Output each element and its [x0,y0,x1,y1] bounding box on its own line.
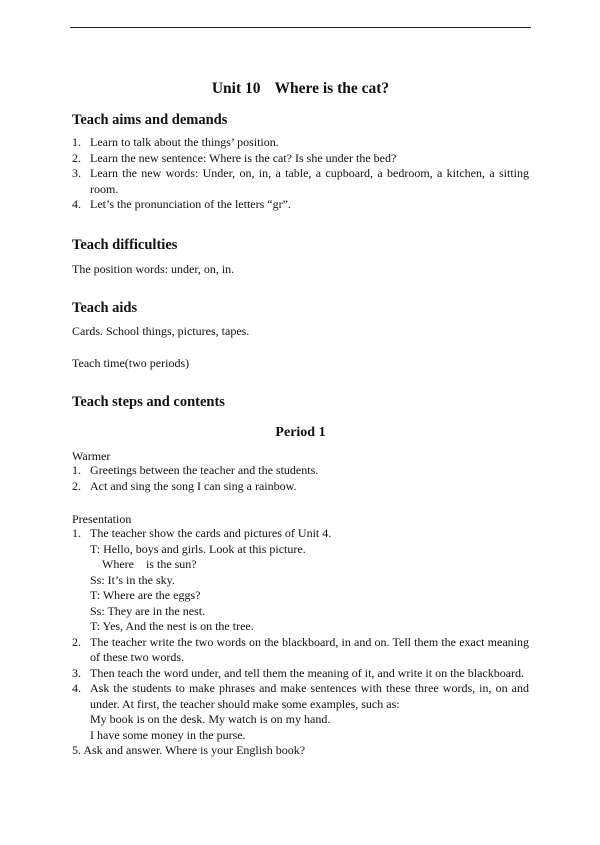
aims-list [72,135,529,213]
presentation-list [72,526,529,759]
dialogue-line: Ss: It’s in the sky. [90,572,175,587]
aims-heading: Teach aims and demands [72,112,228,128]
dialogue-line: Where is the sun? [102,557,197,571]
period-heading: Period 1 [275,425,326,440]
dialogue-line: T: Yes, And the nest is on the tree. [90,619,254,633]
list-item: 1. Greetings between the teacher and the students. [72,463,319,477]
list-item: 4. Let’s the pronunciation of the letters “gr”. [72,197,291,211]
example-line: My book is on the desk. My watch is on my hand. [90,712,331,726]
aids-heading: Teach aids [72,300,138,316]
list-item: 1. Learn to talk about the things’ position. [72,135,279,149]
dialogue-line: Ss: They are in the nest. [90,603,206,618]
list-item: 1. The teacher show the cards and pictures of Unit 4. [72,526,332,540]
unit-number: Unit 10 [211,80,261,97]
warmer-label: Warmer [72,449,111,463]
difficulties-text: The position words: under, on, in. [72,262,235,276]
list-item-5: 5. Ask and answer. Where is your English book? [72,743,306,757]
list-item: 4. Ask the students to make phrases and make sentences with these three words, in, on and under. At first, the teacher should make some examples, such as: [72,681,529,711]
example-line: I have some money in the purse. [90,727,246,742]
unit-question: Where is the cat? [274,80,390,97]
dialogue-line: T: Where are the eggs? [90,588,201,602]
teach-time: Teach time(two periods) [72,356,190,370]
list-item: 2. Act and sing the song I can sing a rainbow. [72,478,297,493]
dialogue-line: T: Hello, boys and girls. Look at this picture. [90,541,306,556]
steps-heading: Teach steps and contents [72,394,225,410]
list-item: 3. Learn the new words: Under, on, in, a table, a cupboard, a bedroom, a kitchen, a sitting room. [72,166,529,196]
aids-text: Cards. School things, pictures, tapes. [72,324,250,338]
warmer-list [72,463,529,494]
list-item: 2. The teacher write the two words on the blackboard, in and on. Tell them the exact meaning of these two words. [72,634,529,664]
page-title [72,80,529,98]
presentation-label: Presentation [72,512,132,526]
header-rule [70,27,531,28]
list-item: 3. Then teach the word under, and tell them the meaning of it, and write it on the blackboard. [72,665,525,680]
difficulties-heading: Teach difficulties [72,237,178,253]
list-item: 2. Learn the new sentence: Where is the cat? Is she under the bed? [72,150,397,165]
